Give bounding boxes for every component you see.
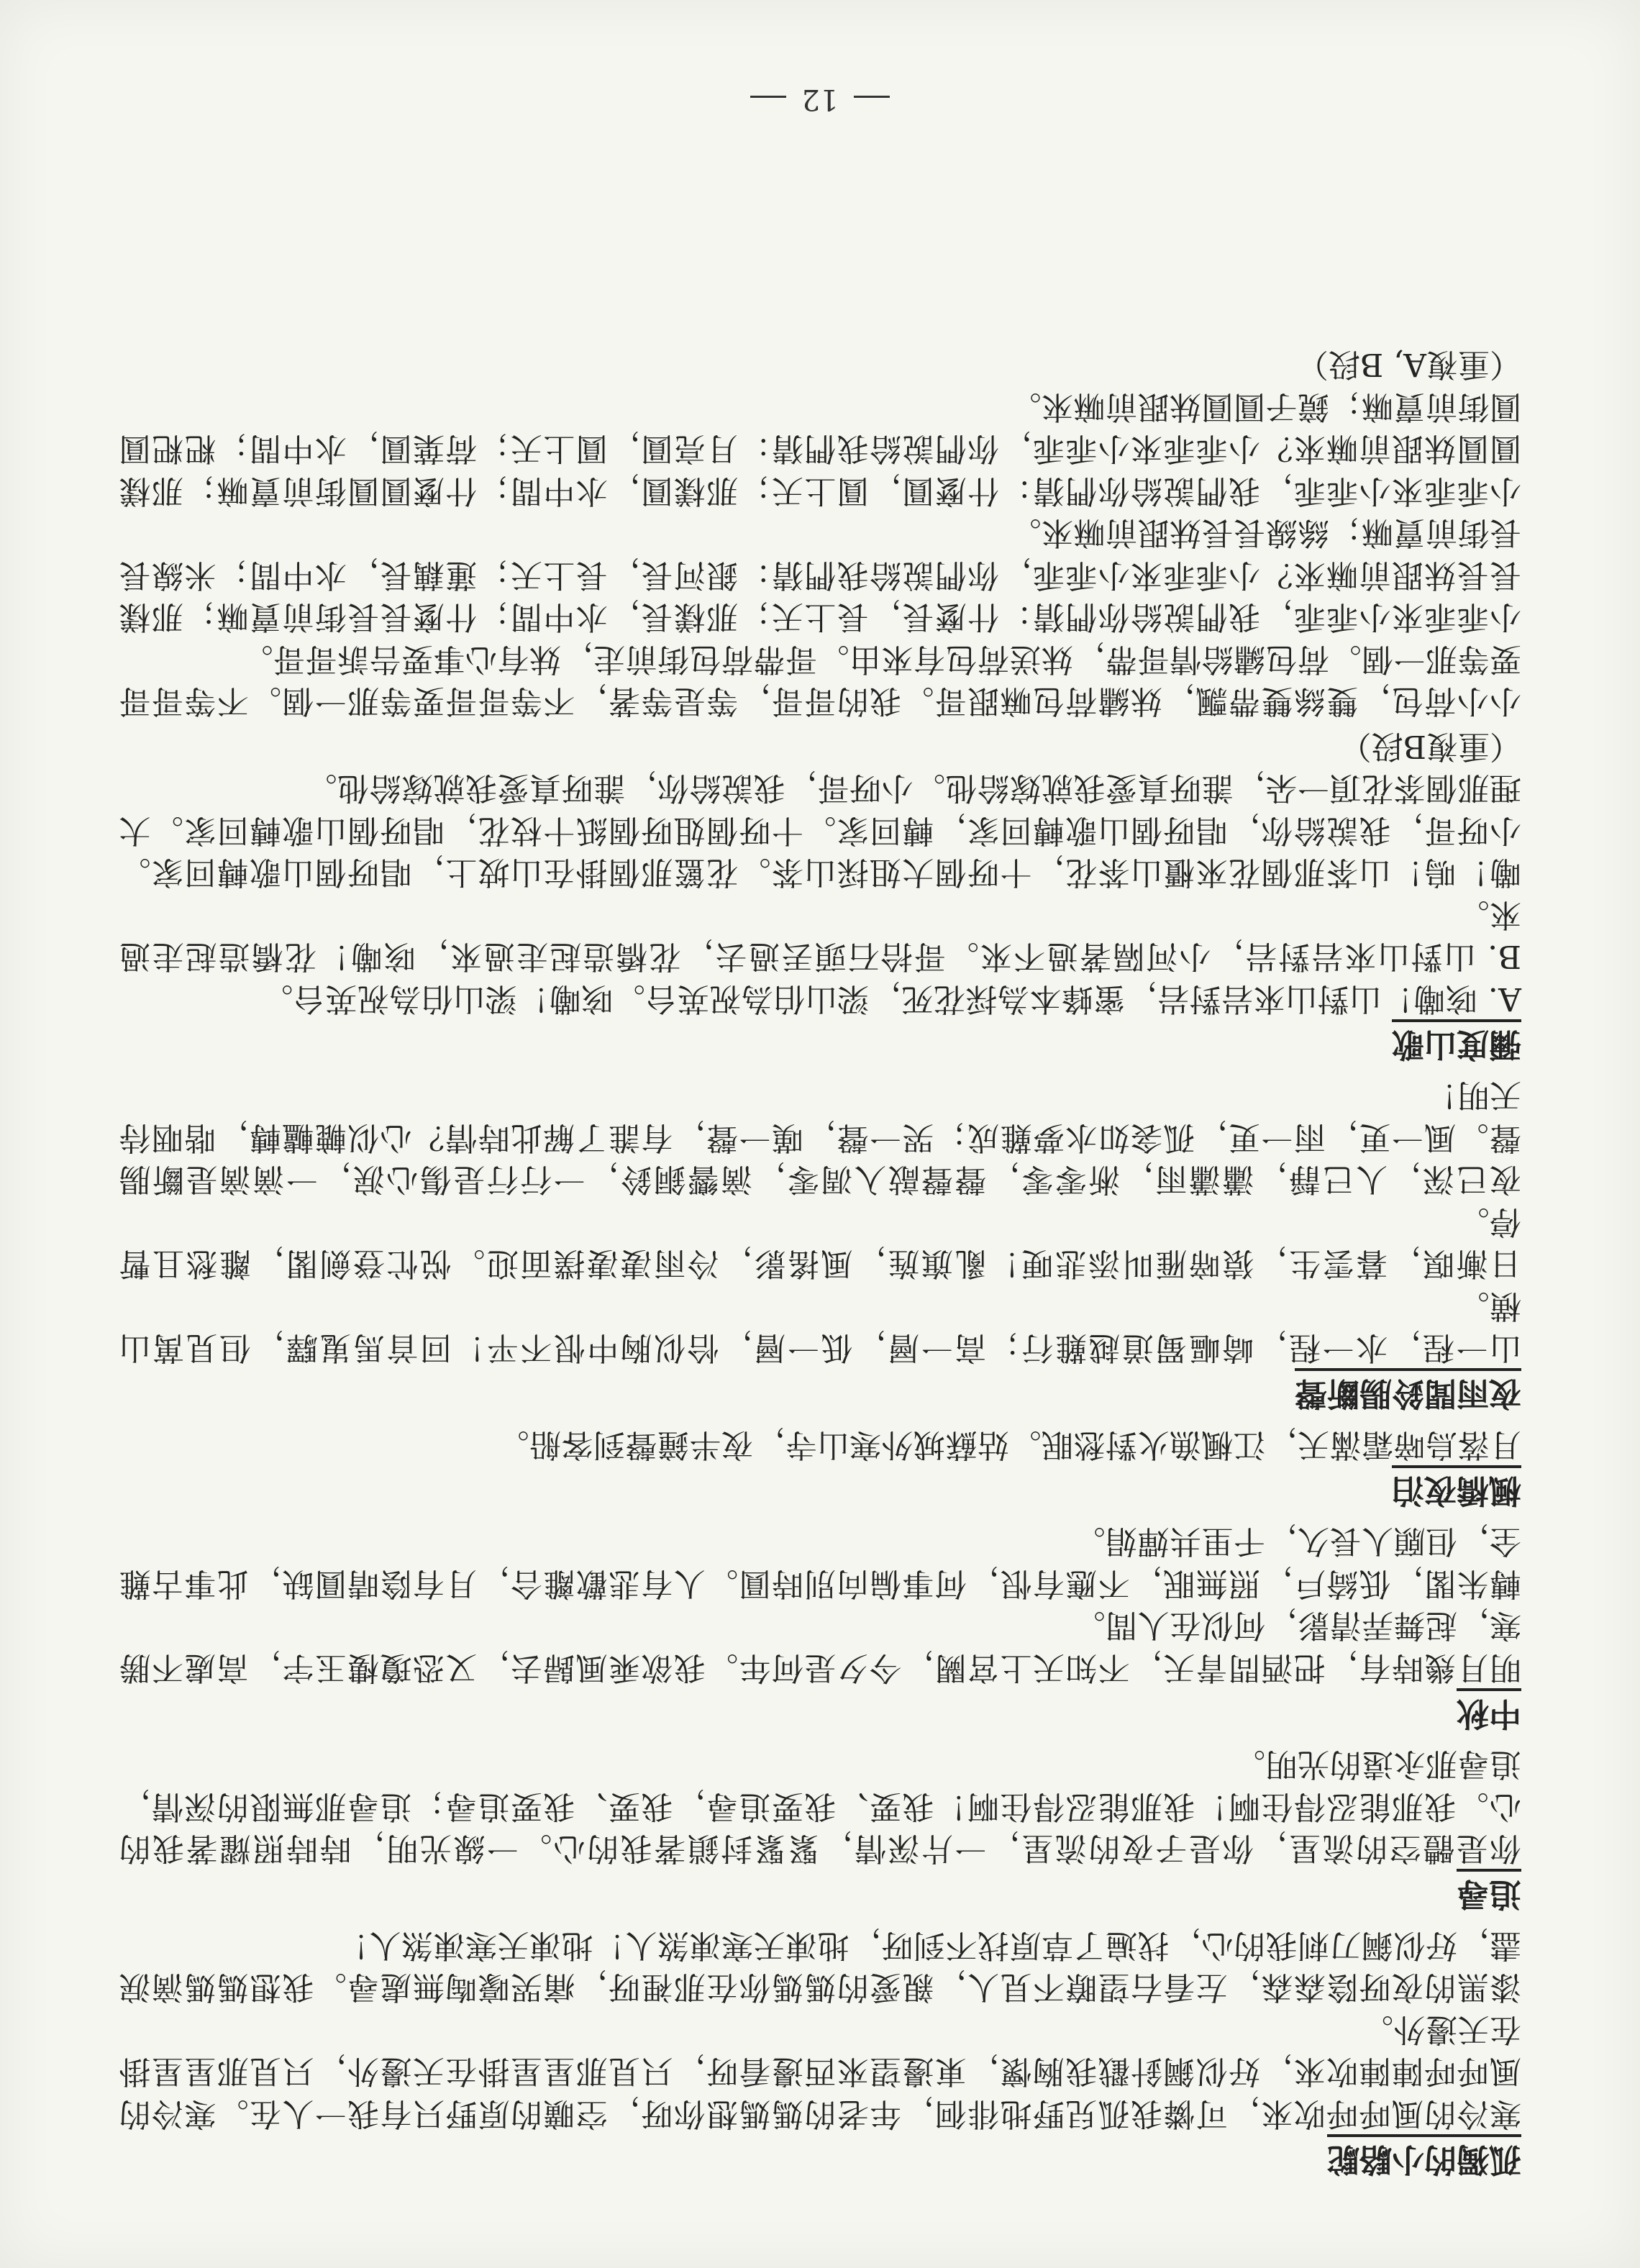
section-title: 夜雨聞鈴腸斷聲 (1295, 1369, 1521, 1415)
section-continuation (119, 343, 1521, 722)
repeat-note: （重複A, B段） (1296, 346, 1521, 383)
paragraph-a: A. 咳嘞！山對山來岩對岩，蜜蜂本為採花死，梁山伯為祝英台。咳嘞！梁山伯為祝英台。 (260, 980, 1521, 1017)
paragraph: 你是體空的流星，你是子夜的流星，一片深情，緊緊封鎖著我的心。一線光明，時時照耀著我的心。我那能忍得住啊！我那能忍得住啊！我要、我要追尋，我要、我要追尋；追尋那無限的深情，追尋那永遠的光明。 (119, 1746, 1521, 1867)
paragraph: 轉朱閣，低綺戶，照無眠，不應有恨，何事偏向別時圓。人有悲歡離合，月有陰晴圓缺，此事古難全，但願人長久，千里共嬋娟。 (119, 1523, 1521, 1602)
section-title: 楓橋夜泊 (1392, 1465, 1521, 1511)
section-title: 中秋 (1457, 1688, 1521, 1734)
section-lonely-camel (119, 1924, 1521, 2181)
paragraph: 寒冷的風呼呼吹來，可憐我孤兒野地徘徊，年老的媽媽想你呀，空曠的原野只有我一人在。寒冷的風呼呼陣陣吹來，好似鋼針戳我胸懷，東邊望來西邊看呀，只見那星星掛在天邊外，只見那星星掛在天邊外。 (119, 2011, 1521, 2132)
section-night-rain-bells (119, 1074, 1521, 1415)
paragraph: 日漸暝，暮雲生，猿啼雁叫添悲哽！亂旗旌，風搖影，冷雨凄凄撲面迎。悦忙登劍閣，離愁且暫停。 (119, 1203, 1521, 1283)
paragraph: 漆黑的夜呀陰森森，左看右望瞭不見人，親愛的媽媽你在那裡呀，痛哭嚎啕無處尋。我想媽媽滴淚盡，好似鋼刀刺我的心，找遍了草原找不到呀，地凍天寒凍煞人！地凍天寒凍煞人！ (119, 1927, 1521, 2006)
page-number-text: 12 (801, 83, 839, 116)
paragraph: 山一程，水一程，崎嶇蜀道越難行；高一層，低一層，恰似胸中恨不平！回首馬嵬驛，但見萬山横。 (119, 1288, 1521, 1367)
repeat-note: （重複B段） (1339, 728, 1521, 765)
section-pursuit (119, 1743, 1521, 1916)
section-maple-bridge (119, 1424, 1521, 1512)
section-title: 追尋 (1457, 1869, 1521, 1916)
paragraph: 小小荷包，雙絲雙帶飄，妹繡荷包嘛跟哥。我的哥哥，等是等著，不等哥哥要等那一個。不等哥哥要等那一個。荷包繡給情哥帶，妹送荷包有來由。哥帶荷包街前走，妹有心事要告訴哥哥。 (119, 641, 1521, 720)
dash-left (854, 96, 890, 99)
paragraph: 夜已深，人已靜，瀟瀟雨，淅零零，聲聲敲入凋零，滴響銅鈴，一行行是傷心淚，一滴滴是斷腸聲。風一更，雨一更，孤衾如水夢難成；哭一聲，嘆一聲，有誰了解此時情？心似轆轤轉，喈咽待天明！ (119, 1077, 1521, 1198)
section-title: 孤獨的小駱駝 (1327, 2134, 1521, 2180)
paragraph: 明月幾時有，把酒問青天，不知天上宮闕，今夕是何年。我欲乘風歸去，又恐瓊樓玉宇，高處不勝寒，起舞弄清影，何似在人間。 (119, 1607, 1521, 1686)
section-midu-folk-song (119, 725, 1521, 1066)
section-title: 彌度山歌 (1392, 1019, 1521, 1065)
paragraph: 小乖乖來小乖乖，我們說給你們猜：什麼圓，圓上天；那樣圓，水中間；什麼圓圓街前賣嘛；那樣圓圓妹跟前嘛來？小乖乖來小乖乖，你們說給我們猜：月亮圓，圓上天；荷葉圓，水中間；粑粑圓圓街前賣嘛；鏡子圓圓妹跟前嘛來。 (119, 388, 1521, 509)
paragraph-b: B. 山對山來岩對岩，小河隔著過不來。哥拾石頭丟過去，花橋造起走過來，咳嘞！花橋造起走過來。 (119, 896, 1521, 975)
dash-right (750, 96, 786, 99)
document-body (119, 340, 1521, 2180)
paragraph: 嘞！嗚！山茶那個花來櫃山茶花，十呀個大姐採山茶。花籃那個掛在山坡上，唱呀個山歌轉回家。小呀哥，我說給你，唱呀個山歌轉回家，轉回家。十呀個姐呀個紙十枝花，唱呀個山歌轉回家。大理那個茶花頂一朵，誰呀真愛我就嫁給他。小呀哥，我說給你，誰呀真愛我就嫁給他。 (119, 770, 1521, 891)
paragraph: 小乖乖來小乖乖，我們說給你們猜：什麼長，長上天；那樣長，水中間；什麼長長街前賣嘛；那樣長長妹跟前嘛來？小乖乖來小乖乖，你們說給我們猜：銀河長，長上天；蓮藕長，水中間；米線長長街前賣嘛；絲線長長妹跟前嘛來。 (119, 514, 1521, 636)
page-number (0, 83, 1640, 116)
paragraph: 月落烏啼霜滿天，江楓漁火對愁眠。姑蘇城外寒山寺，夜半鐘聲到客船。 (497, 1426, 1521, 1463)
section-mid-autumn (119, 1520, 1521, 1734)
